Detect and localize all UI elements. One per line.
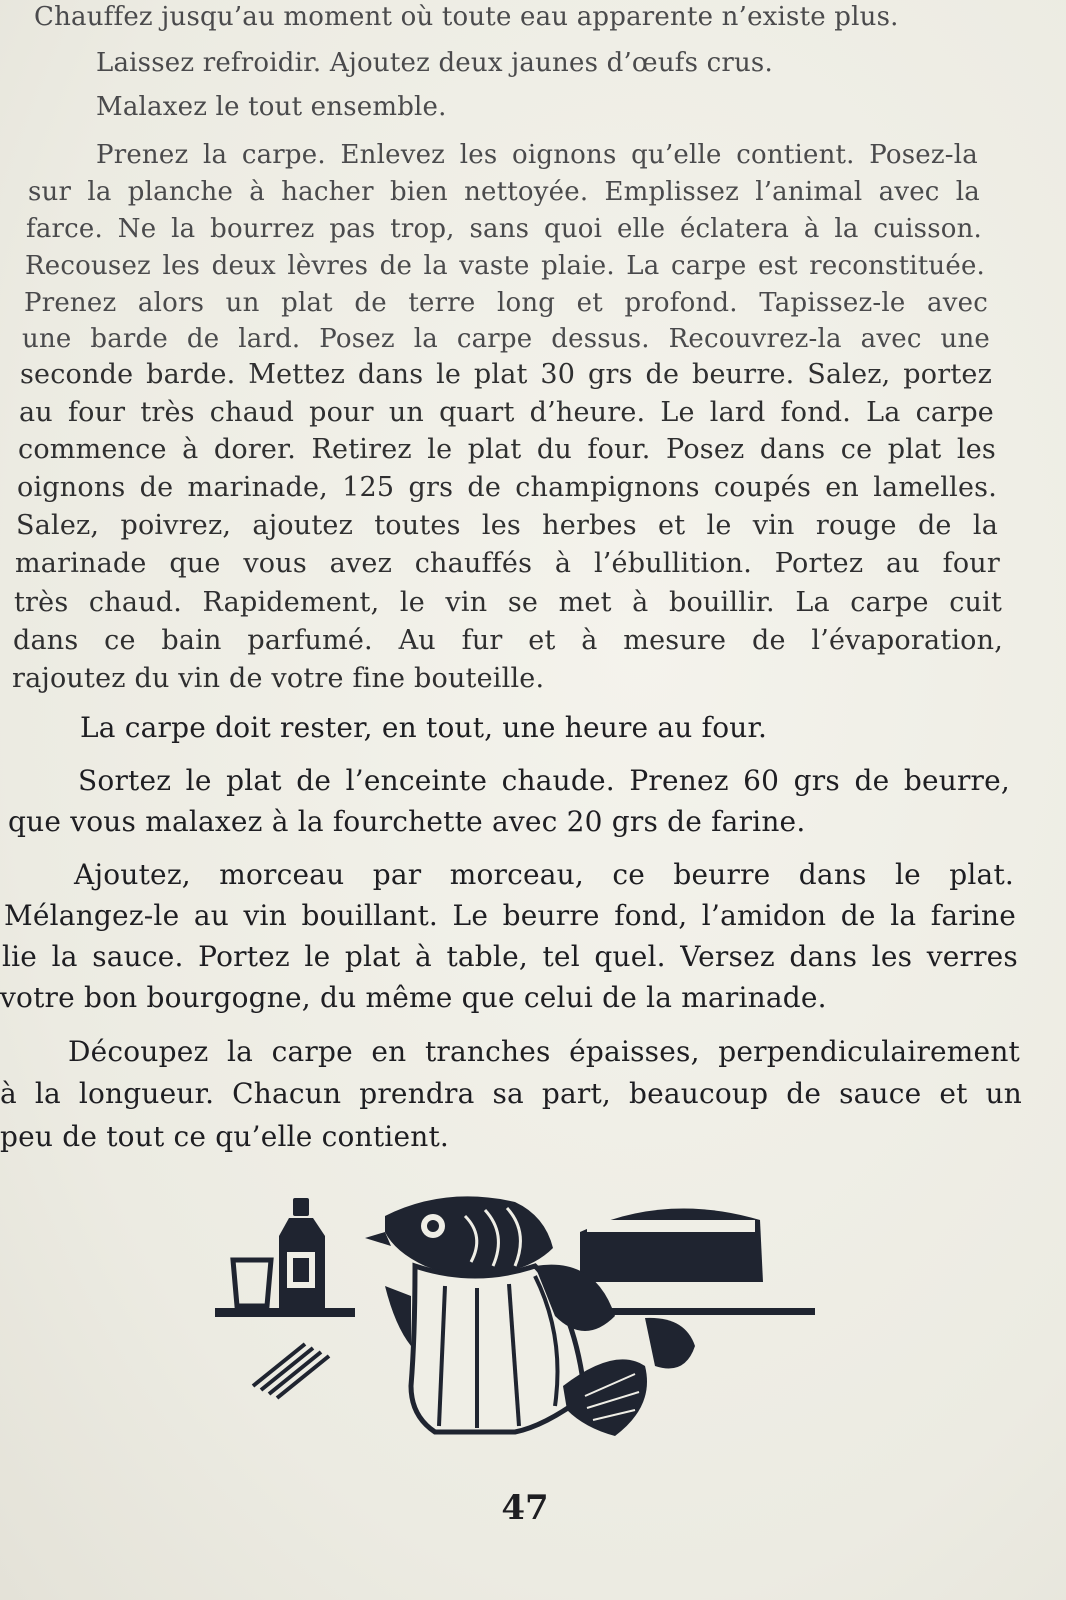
text-line: Chauffez jusqu’au moment où toute eau apparente n’existe plus. [34,2,899,32]
text-line: Ajoutez, morceau par morceau, ce beurre dans le plat. [74,858,1014,891]
text-line: Mélangez-le au vin bouillant. Le beurre fond, l’amidon de la farine [4,899,1016,932]
text-line: Salez, poivrez, ajoutez toutes les herbes et le vin rouge de la [16,510,998,541]
carp-on-platter-woodcut-icon [215,1196,840,1446]
text-line: Sortez le plat de l’enceinte chaude. Prenez 60 grs de beurre, [78,764,1010,797]
text-line: Découpez la carpe en tranches épaisses, perpendiculairement [68,1035,1020,1068]
text-line: seconde barde. Mettez dans le plat 30 grs de beurre. Salez, portez [20,359,992,390]
text-line: oignons de marinade, 125 grs de champignons coupés en lamelles. [17,472,997,503]
text-line: sur la planche à hacher bien nettoyée. Emplissez l’animal avec la [28,177,980,207]
text-line: commence à dorer. Retirez le plat du four. Posez dans ce plat les [18,434,996,465]
text-line: rajoutez du vin de votre fine bouteille. [12,663,545,694]
text-line: Recousez les deux lèvres de la vaste plaie. La carpe est reconstituée. [25,251,985,281]
text-line: une barde de lard. Posez la carpe dessus. Recouvrez-la avec une [22,324,990,354]
text-line: Malaxez le tout ensemble. [96,92,447,122]
text-line: que vous malaxez à la fourchette avec 20 grs de farine. [8,805,806,838]
text-line: au four très chaud pour un quart d’heure. Le lard fond. La carpe [19,397,994,428]
text-line: Prenez alors un plat de terre long et profond. Tapissez-le avec [24,288,988,318]
text-line: Laissez refroidir. Ajoutez deux jaunes d’œufs crus. [96,48,773,78]
text-line: à la longueur. Chacun prendra sa part, beaucoup de sauce et un [0,1077,1022,1110]
text-line: lie la sauce. Portez le plat à table, tel quel. Versez dans les verres [2,940,1018,973]
text-line: votre bon bourgogne, du même que celui de la marinade. [0,981,827,1014]
text-line: marinade que vous avez chauffés à l’ébullition. Portez au four [15,548,1000,579]
text-line: La carpe doit rester, en tout, une heure au four. [80,711,768,744]
text-line: Prenez la carpe. Enlevez les oignons qu’elle contient. Posez-la [96,140,978,170]
text-line: dans ce bain parfumé. Au fur et à mesure de l’évaporation, [13,625,1003,656]
page-number: 47 [501,1488,549,1528]
text-line: farce. Ne la bourrez pas trop, sans quoi elle éclatera à la cuisson. [26,214,982,244]
text-line: peu de tout ce qu’elle contient. [0,1120,450,1153]
text-line: très chaud. Rapidement, le vin se met à bouillir. La carpe cuit [14,587,1002,618]
